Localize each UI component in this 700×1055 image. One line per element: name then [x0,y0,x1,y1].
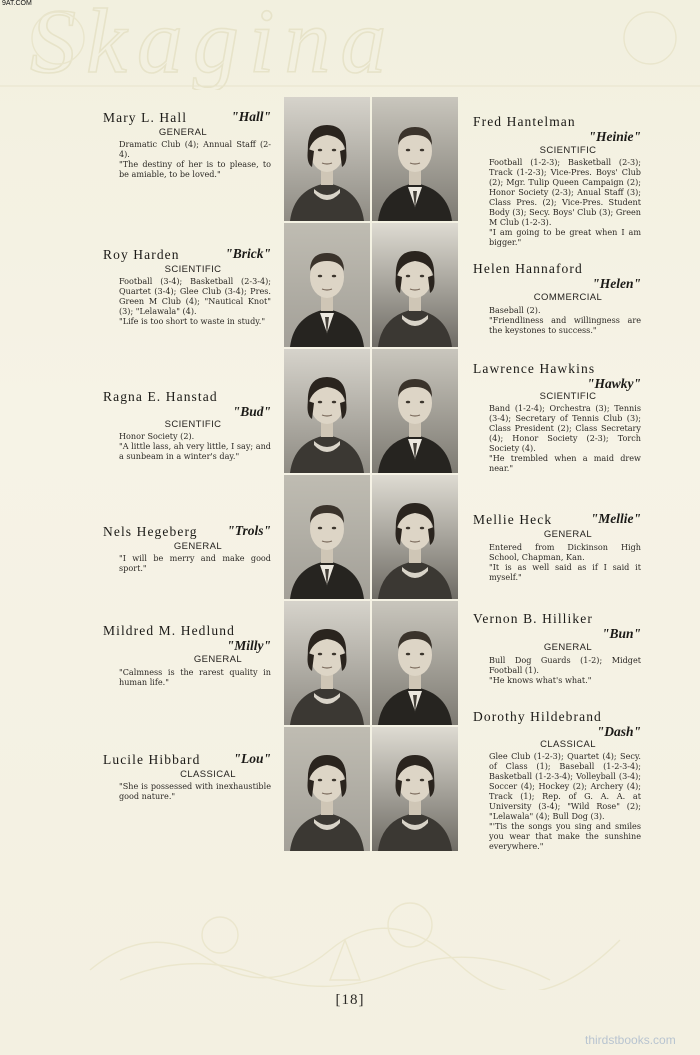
entry-nickname: "Trols" [227,523,271,538]
page-number: [18] [335,992,365,1008]
entry-hall [103,110,271,179]
photo-hannaford [372,223,458,347]
entry-quote: "I am going to be great when I am bigger." [489,227,641,247]
photo-hibbard [284,727,370,851]
entry-quote: "'Tis the songs you sing and smiles you wear that make the sunshine everywhere." [489,821,641,851]
portrait-photo-man-icon [372,349,458,473]
entry-quote: "Friendliness and willingness are the keystones to success." [489,315,641,335]
entry-harden [103,247,271,326]
entry-nickname: "Brick" [225,246,271,261]
entry-name: Helen Hannaford [473,261,583,276]
entry-name: Ragna E. Hanstad [103,389,218,404]
entry-name: Lucile Hibbard [103,752,201,767]
entry-activities: Dramatic Club (4); Annual Staff (2-4). [119,139,271,159]
entry-activities: Football (1-2-3); Basketball (2-3); Track (1-2-3); Vice-Pres. Boys' Club (2); Mgr. Tulip Queen Campaign (2); Honor Society (2-3); Anual Staff (3); Class Pres. (2); Vice-Pres. Student Body (3); Secy. Boys' Club (3); Green M Club (1-2-3). [489,157,641,227]
entry-hedlund [103,623,271,687]
entry-course: SCIENTIFIC [164,419,222,430]
entry-nickname: "Bud" [232,404,271,419]
entry-course: CLASSICAL [540,739,596,750]
photo-hall [284,97,370,221]
entry-nickname: "Helen" [592,276,641,291]
entry-nickname: "Heinie" [588,129,641,144]
entry-activities: Entered from Dickinson High School, Chapman, Kan. [489,542,641,562]
entry-activities: Glee Club (1-2-3); Quartet (4); Secy. of Class (1); Baseball (1-2-3-4); Basketball (1-2-3-4); Volleyball (3-4); Soccer (4); Hockey (2); Archery (4); Track (1); Rep. of G. A. A. at University (3-4); "Wild Rose" (2); "Lelawala" (4); Bull Dog (3). [489,751,641,821]
entry-name: Nels Hegeberg [103,524,198,539]
portrait-photo-man-icon [372,97,458,221]
portrait-photo-woman-icon [284,727,370,851]
entry-quote: "A little lass, ah very little, I say; and a sunbeam in a winter's day." [119,441,271,461]
portrait-photo-man-icon [284,475,370,599]
entry-activities: Football (3-4); Basketball (2-3-4); Quartet (3-4); Glee Club (3-4); Pres. Green M Club (4); "Nautical Knot" (3); "Lelawala" (4). [119,276,271,316]
entry-quote: "Life is too short to waste in study." [119,316,266,326]
portrait-photo-woman-icon [372,223,458,347]
entry-nickname: "Hall" [231,109,271,124]
photo-hildebrand [372,727,458,851]
entry-name: Roy Harden [103,247,180,262]
portrait-photo-man-icon [372,601,458,725]
entry-name: Mary L. Hall [103,110,188,125]
photo-hantelman [372,97,458,221]
header-watermark [0,0,700,90]
entry-name: Mildred M. Hedlund [103,623,235,638]
entry-course: GENERAL [173,541,223,552]
entry-nickname: "Lou" [233,751,271,766]
entry-quote: "I will be merry and make good sport." [119,553,271,573]
entry-quote: "He trembled when a maid drew near." [489,453,641,473]
photo-hanstad [284,349,370,473]
svg-text:Skagina: Skagina [30,0,397,90]
entry-hibbard [103,752,271,801]
corner-mark: 9AT.COM [2,0,32,7]
entry-quote: "She is possessed with inexhaustible good nature." [119,781,271,801]
entry-nickname: "Bun" [601,626,641,641]
portrait-photo-woman-icon [372,727,458,851]
entry-hannaford [473,261,641,335]
site-watermark[interactable]: thirdstbooks.com [585,1033,676,1047]
entry-hawkins [473,361,641,473]
entry-name: Vernon B. Hilliker [473,611,593,626]
photo-hawkins [372,349,458,473]
entry-name: Mellie Heck [473,512,553,527]
entry-hanstad [103,389,271,461]
entry-course: CLASSICAL [180,769,236,780]
entry-nickname: "Hawky" [587,376,641,391]
photo-hegeberg [284,475,370,599]
entry-course: GENERAL [543,529,593,540]
photo-harden [284,223,370,347]
photo-hilliker [372,601,458,725]
entry-name: Lawrence Hawkins [473,361,596,376]
entry-quote: "Calmness is the rarest quality in human life." [119,667,271,687]
entry-activities: Band (1-2-4); Orchestra (3); Tennis (3-4); Secretary of Tennis Club (3); Class President (2); Class Secretary (4); Honor Society (2-3); Torch Society (4). [489,403,641,453]
portrait-photo-man-icon [284,223,370,347]
entry-course: GENERAL [543,642,593,653]
entry-course: COMMERCIAL [533,292,603,303]
entry-activities: Bull Dog Guards (1-2); Midget Football (1). [489,655,641,675]
entry-quote: "The destiny of her is to please, to be amiable, to be loved." [119,159,271,179]
entry-heck [473,512,641,582]
entry-quote: "It is as well said as if I said it myself." [489,562,641,582]
entry-hegeberg [103,524,271,573]
portrait-photo-woman-icon [372,475,458,599]
entry-activities: Honor Society (2). [119,431,195,441]
entry-activities: Baseball (2). [489,305,541,315]
portrait-photo-woman-icon [284,349,370,473]
entry-name: Fred Hantelman [473,114,576,129]
entry-nickname: "Milly" [226,638,271,653]
entry-hildebrand [473,709,641,851]
portrait-photo-woman-icon [284,97,370,221]
entry-nickname: "Dash" [596,724,641,739]
decorative-ornament [80,880,640,990]
entry-course: SCIENTIFIC [539,391,597,402]
entry-hilliker [473,611,641,685]
entry-name: Dorothy Hildebrand [473,709,602,724]
entry-hantelman [473,114,641,247]
entry-course: GENERAL [193,654,243,665]
entry-nickname: "Mellie" [590,511,641,526]
photo-heck [372,475,458,599]
entry-course: SCIENTIFIC [164,264,222,275]
entry-quote: "He knows what's what." [489,675,592,685]
entry-course: GENERAL [158,127,208,138]
entry-course: SCIENTIFIC [539,145,597,156]
